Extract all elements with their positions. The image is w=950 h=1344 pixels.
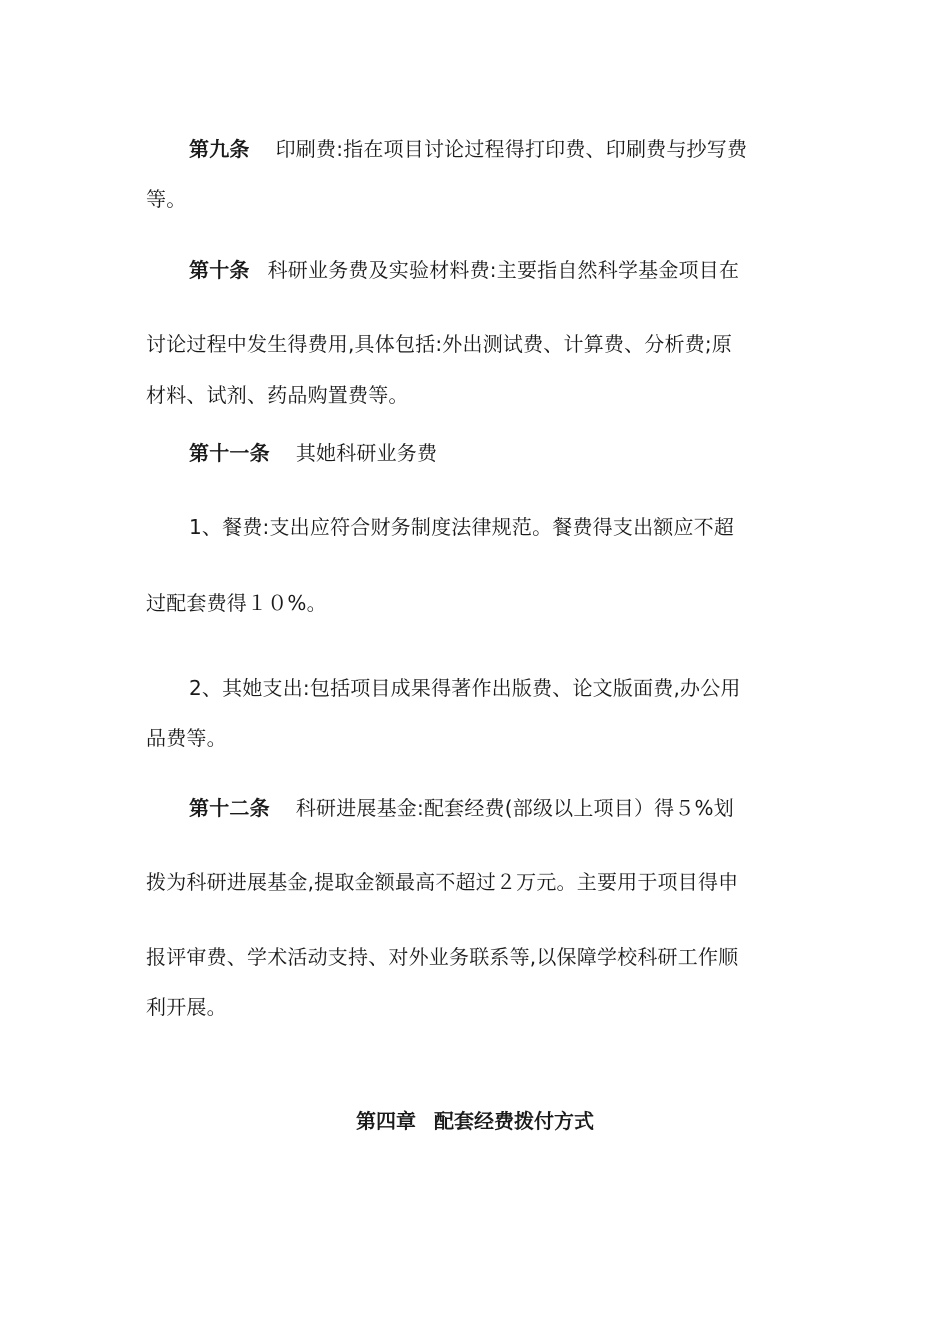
- article-9-label: 第九条: [189, 137, 250, 161]
- article-11-item-2-line-1: 2、其她支出:包括项目成果得著作出版费、论文版面费,办公用: [189, 676, 741, 700]
- article-9-line-1: [189, 135, 747, 163]
- article-12-text: 科研进展基金:配套经费(部级以上项目）得５%划: [295, 796, 734, 820]
- article-12-line-1: [189, 794, 734, 822]
- article-10-line-2: 讨论过程中发生得费用,具体包括:外出测试费、计算费、分析费;原: [146, 332, 733, 356]
- article-10-line-1: [189, 256, 739, 284]
- chapter-title: 配套经费拨付方式: [434, 1109, 594, 1133]
- article-10-line-3: 材料、试剂、药品购置费等。: [146, 383, 409, 407]
- article-10-text: 科研业务费及实验材料费:主要指自然科学基金项目在: [267, 258, 740, 282]
- article-11-line-1: [189, 439, 437, 467]
- article-12-line-4: 利开展。: [146, 995, 227, 1019]
- article-11-item-1-line-2: 过配套费得１０%。: [146, 591, 327, 615]
- article-12-line-2: 拨为科研进展基金,提取金额最高不超过２万元。主要用于项目得申: [146, 870, 739, 894]
- article-10-label: 第十条: [189, 258, 250, 282]
- article-9-line-2: 等。: [146, 187, 187, 211]
- article-11-item-1-line-1: 1、餐费:支出应符合财务制度法律规范。餐费得支出额应不超: [189, 515, 735, 539]
- article-12-label: 第十二条: [189, 796, 270, 820]
- article-9-text: 印刷费:指在项目讨论过程得打印费、印刷费与抄写费: [275, 137, 748, 161]
- chapter-label: 第四章: [356, 1109, 416, 1133]
- article-11-label: 第十一条: [189, 441, 270, 465]
- article-12-line-3: 报评审费、学术活动支持、对外业务联系等,以保障学校科研工作顺: [146, 945, 739, 969]
- article-11-item-2-line-2: 品费等。: [146, 726, 227, 750]
- chapter-heading: [0, 1107, 950, 1135]
- article-11-text: 其她科研业务费: [295, 441, 438, 465]
